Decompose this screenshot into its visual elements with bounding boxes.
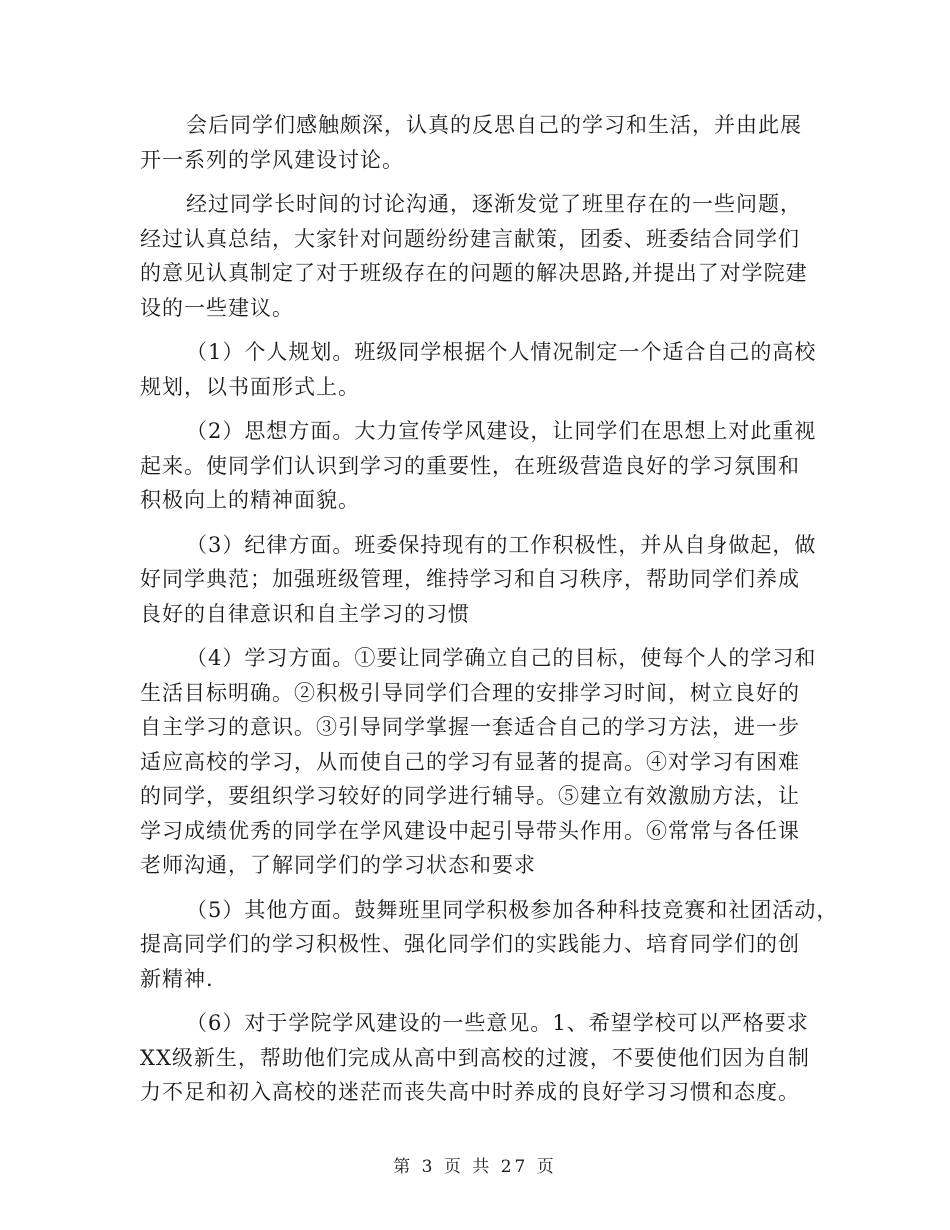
- text-line: 新精神.: [140, 966, 214, 991]
- paragraph: [140, 187, 820, 325]
- paragraph: [140, 414, 820, 518]
- text-line: 起来。使同学们认识到学习的重要性，在班级营造良好的学习氛围和: [140, 453, 800, 478]
- text-line: 老师沟通，了解同学们的学习状态和要求: [140, 853, 536, 877]
- paragraph: [140, 335, 820, 404]
- text-line: 自主学习的意识。③引导同学掌握一套适合自己的学习方法，进一步: [140, 715, 800, 739]
- text-line: 积极向上的精神面貌。: [140, 488, 360, 512]
- paragraph: [140, 641, 820, 883]
- text-line: （3）纪律方面。班委保持现有的工作积极性，并从自身做起，做: [186, 532, 817, 557]
- text-line: （4）学习方面。①要让同学确立自己的目标，使每个人的学习和: [186, 646, 817, 670]
- text-line: 经过同学长时间的讨论沟通，逐渐发觉了班里存在的一些问题，: [186, 192, 802, 216]
- text-line: XX级新生，帮助他们完成从高中到高校的过渡，不要使他们因为自制: [140, 1045, 810, 1070]
- text-line: （6）对于学院学风建设的一些意见。1、希望学校可以严格要求: [186, 1011, 809, 1035]
- text-line: 会后同学们感触颇深，认真的反思自己的学习和生活，并由此展: [186, 113, 802, 137]
- text-line: 良好的自律意识和自主学习的习惯: [140, 601, 470, 626]
- text-line: 的同学，要组织学习较好的同学进行辅导。⑤建立有效激励方法，让: [140, 784, 800, 808]
- text-line: （5）其他方面。鼓舞班里同学积极参加各种科技竞赛和社团活动，: [186, 897, 839, 922]
- text-line: 规划，以书面形式上。: [140, 374, 360, 399]
- text-line: （1）个人规划。班级同学根据个人情况制定一个适合自己的高校: [186, 340, 817, 364]
- text-line: （2）思想方面。大力宣传学风建设，让同学们在思想上对此重视: [186, 419, 817, 443]
- document-body: [140, 108, 839, 1120]
- paragraph: [140, 893, 839, 997]
- text-line: 力不足和初入高校的迷茫而丧失高中时养成的良好学习习惯和态度。: [140, 1080, 800, 1104]
- text-line: 好同学典范；加强班级管理，维持学习和自习秩序，帮助同学们养成: [140, 567, 800, 591]
- text-line: 生活目标明确。②积极引导同学们合理的安排学习时间，树立良好的: [140, 680, 800, 705]
- text-line: 经过认真总结，大家针对问题纷纷建言献策，团委、班委结合同学们: [140, 226, 800, 251]
- paragraph: [140, 108, 820, 177]
- text-line: 开一系列的学风建设讨论。: [140, 147, 404, 172]
- paragraph: [140, 1006, 820, 1110]
- text-line: 适应高校的学习，从而使自己的学习有显著的提高。④对学习有困难: [140, 749, 800, 774]
- text-line: 设的一些建议。: [140, 295, 294, 320]
- text-line: 的意见认真制定了对于班级存在的问题的解决思路,并提出了对学院建: [140, 261, 808, 285]
- text-line: 学习成绩优秀的同学在学风建设中起引导带头作用。⑥常常与各任课: [140, 818, 800, 843]
- page-number-footer: 第 3 页 共 27 页: [393, 1157, 557, 1177]
- paragraph: [140, 528, 820, 632]
- text-line: 提高同学们的学习积极性、强化同学们的实践能力、培育同学们的创: [140, 932, 800, 956]
